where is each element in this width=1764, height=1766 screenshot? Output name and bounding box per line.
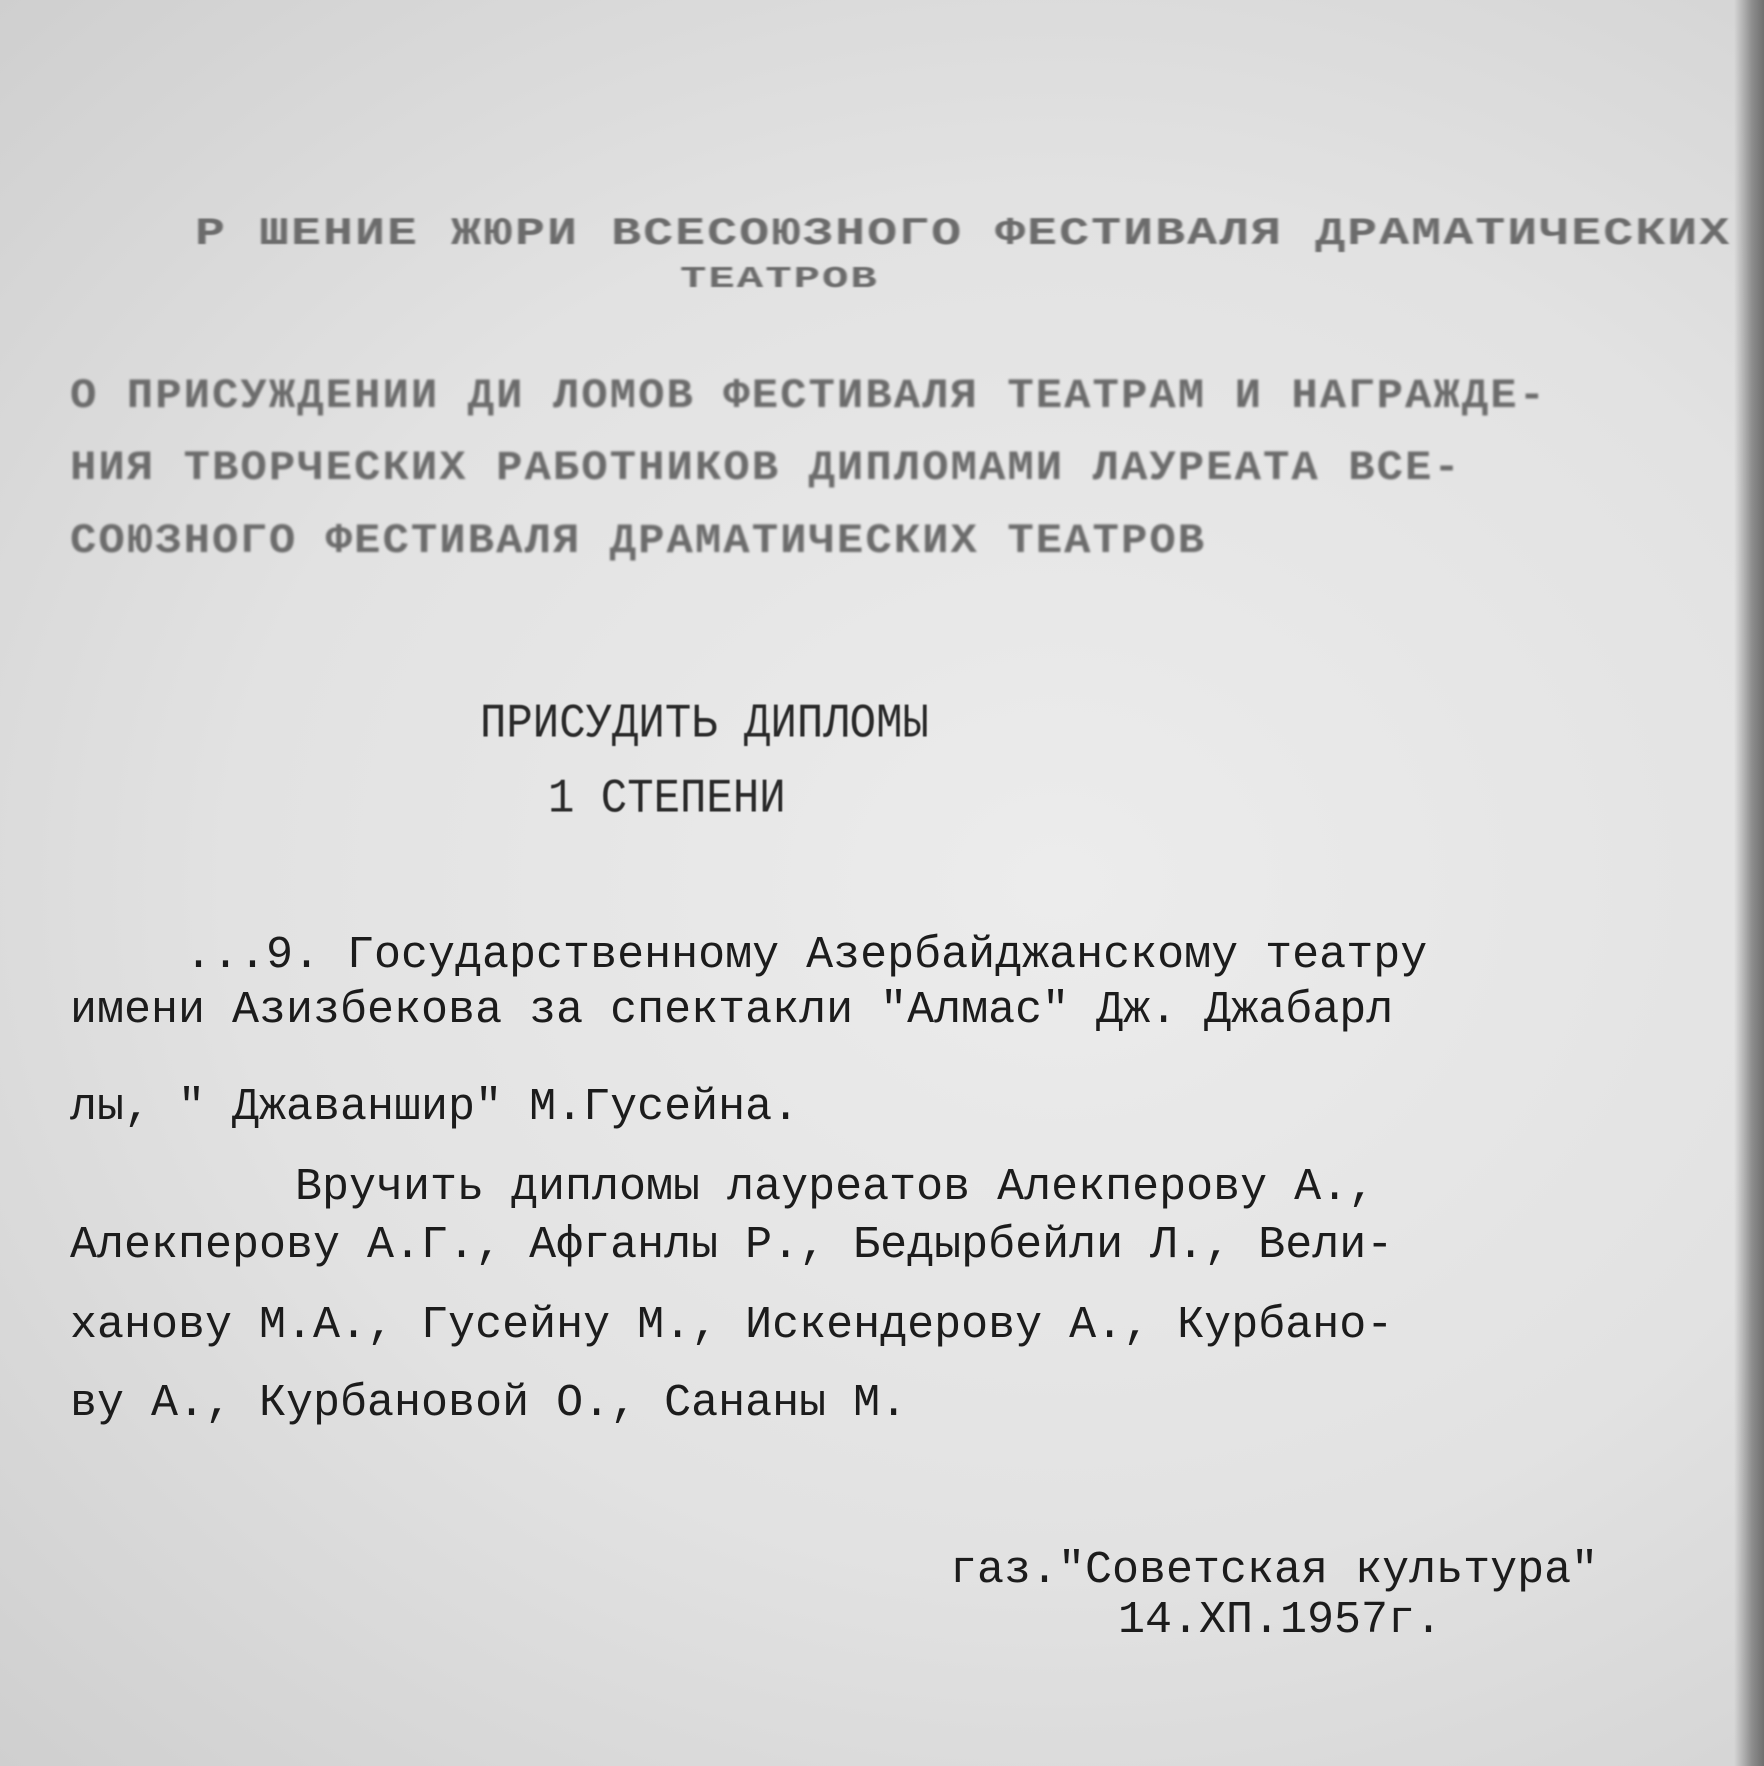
body-line: ву А., Курбановой О., Сананы М. <box>70 1378 908 1429</box>
section-heading-line-2: 1 СТЕПЕНИ <box>548 772 786 827</box>
body-line: Алекперову А.Г., Афганлы Р., Бедырбейли Л., Вели- <box>70 1220 1394 1271</box>
subject-line-3: СОЮЗНОГО ФЕСТИВАЛЯ ДРАМАТИЧЕСКИХ ТЕАТРОВ <box>70 518 1207 566</box>
document-title-line-1: Р ШЕНИЕ ЖЮРИ ВСЕСОЮЗНОГО ФЕСТИВАЛЯ ДРАМАТИЧЕСКИХ <box>195 212 1732 257</box>
body-line: лы, " Джаваншир" М.Гусейна. <box>70 1082 800 1133</box>
body-line: имени Азизбекова за спектакли "Алмас" Дж. Джабарл <box>70 985 1394 1036</box>
body-line: ханову М.А., Гусейну М., Искендерову А., Курбано- <box>70 1300 1394 1351</box>
body-line: Вручить дипломы лауреатов Алекперову А., <box>295 1162 1376 1213</box>
source-citation: газ."Советская культура" <box>950 1545 1599 1596</box>
section-heading-line-1: ПРИСУДИТЬ ДИПЛОМЫ <box>480 697 929 752</box>
document-title-line-2: ТЕАТРОВ <box>680 262 879 297</box>
body-line: ...9. Государственному Азербайджанскому театру <box>185 930 1428 981</box>
subject-line-2: НИЯ ТВОРЧЕСКИХ РАБОТНИКОВ ДИПЛОМАМИ ЛАУРЕАТА ВСЕ- <box>70 445 1462 493</box>
subject-line-1: О ПРИСУЖДЕНИИ ДИ ЛОМОВ ФЕСТИВАЛЯ ТЕАТРАМ И НАГРАЖДЕ- <box>70 373 1548 421</box>
page-edge-shadow <box>1734 0 1764 1766</box>
source-date: 14.ХП.1957г. <box>1118 1595 1443 1646</box>
